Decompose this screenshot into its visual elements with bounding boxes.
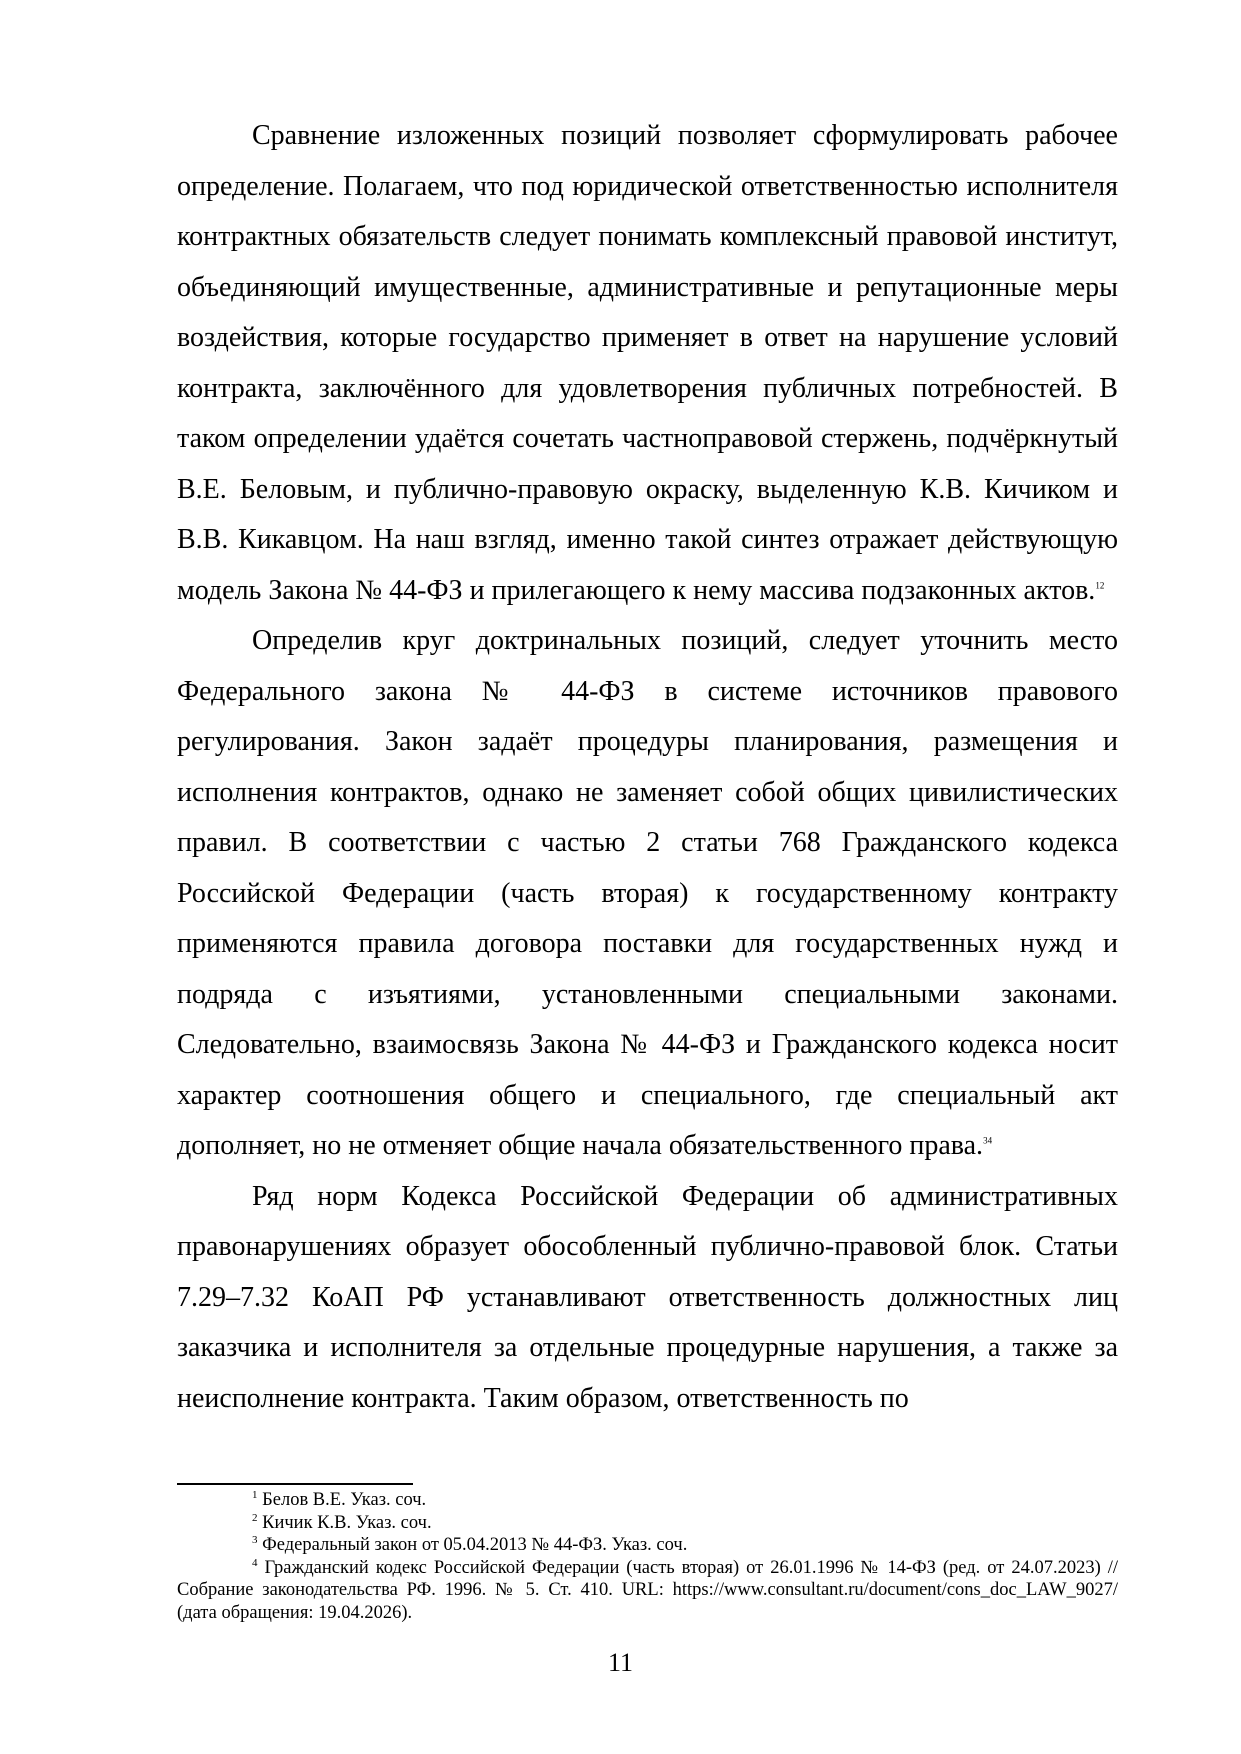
footnote-text: Гражданский кодекс Российской Федерации (часть вторая) от 26.01.1996 № 14-ФЗ (ред. от 24.07.2023) // Собрание законодательства РФ. 1996. № 5. Ст. 410. URL: https://www.consultant.ru/document/cons_doc_LAW_9027/ (дата обращения: 19.04.2026).: [177, 1557, 1118, 1623]
footnotes: [177, 1489, 1118, 1624]
footnote: [177, 1489, 1118, 1512]
footnote-text: Кичик К.В. Указ. соч.: [262, 1512, 432, 1533]
paragraph-text: Сравнение изложенных позиций позволяет сформулировать рабочее определение. Полагаем, что под юридической ответственностью исполнителя контрактных обязательств следует понимать комплексный правовой институт, объединяющий имущественные, административные и репутационные меры воздействия, которые государство применяет в ответ на нарушение условий контракта, заключённого для удовлетворения публичных потребностей. В таком определении удаётся сочетать частноправовой стержень, подчёркнутый В.Е. Беловым, и публично-правовую окраску, выделенную К.В. Кичиком и В.В. Кикавцом. На наш взгляд, именно такой синтез отражает действующую модель Закона № 44-ФЗ и прилегающего к нему массива подзаконных актов.: [177, 120, 1118, 606]
body-text: [177, 111, 1118, 1424]
footnote-number: 3: [252, 1533, 258, 1546]
paragraph-text: Определив круг доктринальных позиций, следует уточнить место Федерального закона № 44-ФЗ в системе источников правового регулирования. Закон задаёт процедуры планирования, размещения и исполнения контрактов, однако не заменяет собой общих цивилистических правил. В соответствии с частью 2 статьи 768 Гражданского кодекса Российской Федерации (часть вторая) к государственному контракту применяются правила договора поставки для государственных нужд и подряда с изъятиями, установленными специальными законами. Следовательно, взаимосвязь Закона № 44-ФЗ и Гражданского кодекса носит характер соотношения общего и специального, где специальный акт дополняет, но не отменяет общие начала обязательственного права.: [177, 625, 1118, 1161]
footnote: [177, 1557, 1118, 1625]
footnote: [177, 1534, 1118, 1557]
paragraph: [177, 616, 1118, 1172]
paragraph: [177, 1172, 1118, 1425]
page-number: 11: [607, 1648, 634, 1677]
paragraph-text: Ряд норм Кодекса Российской Федерации об административных правонарушениях образует обособленный публично-правовой блок. Статьи 7.29–7.32 КоАП РФ устанавливают ответственность должностных лиц заказчика и исполнителя за отдельные процедурные нарушения, а также за неисполнение контракта. Таким образом, ответственность по: [177, 1180, 1118, 1414]
footnote-number: 1: [252, 1488, 258, 1501]
footnote-text: Федеральный закон от 05.04.2013 № 44-ФЗ. Указ. соч.: [262, 1535, 688, 1555]
footnote-reference: 34: [983, 1135, 993, 1146]
footnote-reference: 12: [1095, 580, 1105, 591]
footnote-text: Белов В.Е. Указ. соч.: [262, 1490, 427, 1510]
paragraph: [177, 111, 1118, 616]
footnote-number: 4: [252, 1556, 258, 1569]
footnote: [177, 1512, 1118, 1535]
footnote-number: 2: [252, 1511, 258, 1524]
footnote-separator: [177, 1483, 413, 1485]
